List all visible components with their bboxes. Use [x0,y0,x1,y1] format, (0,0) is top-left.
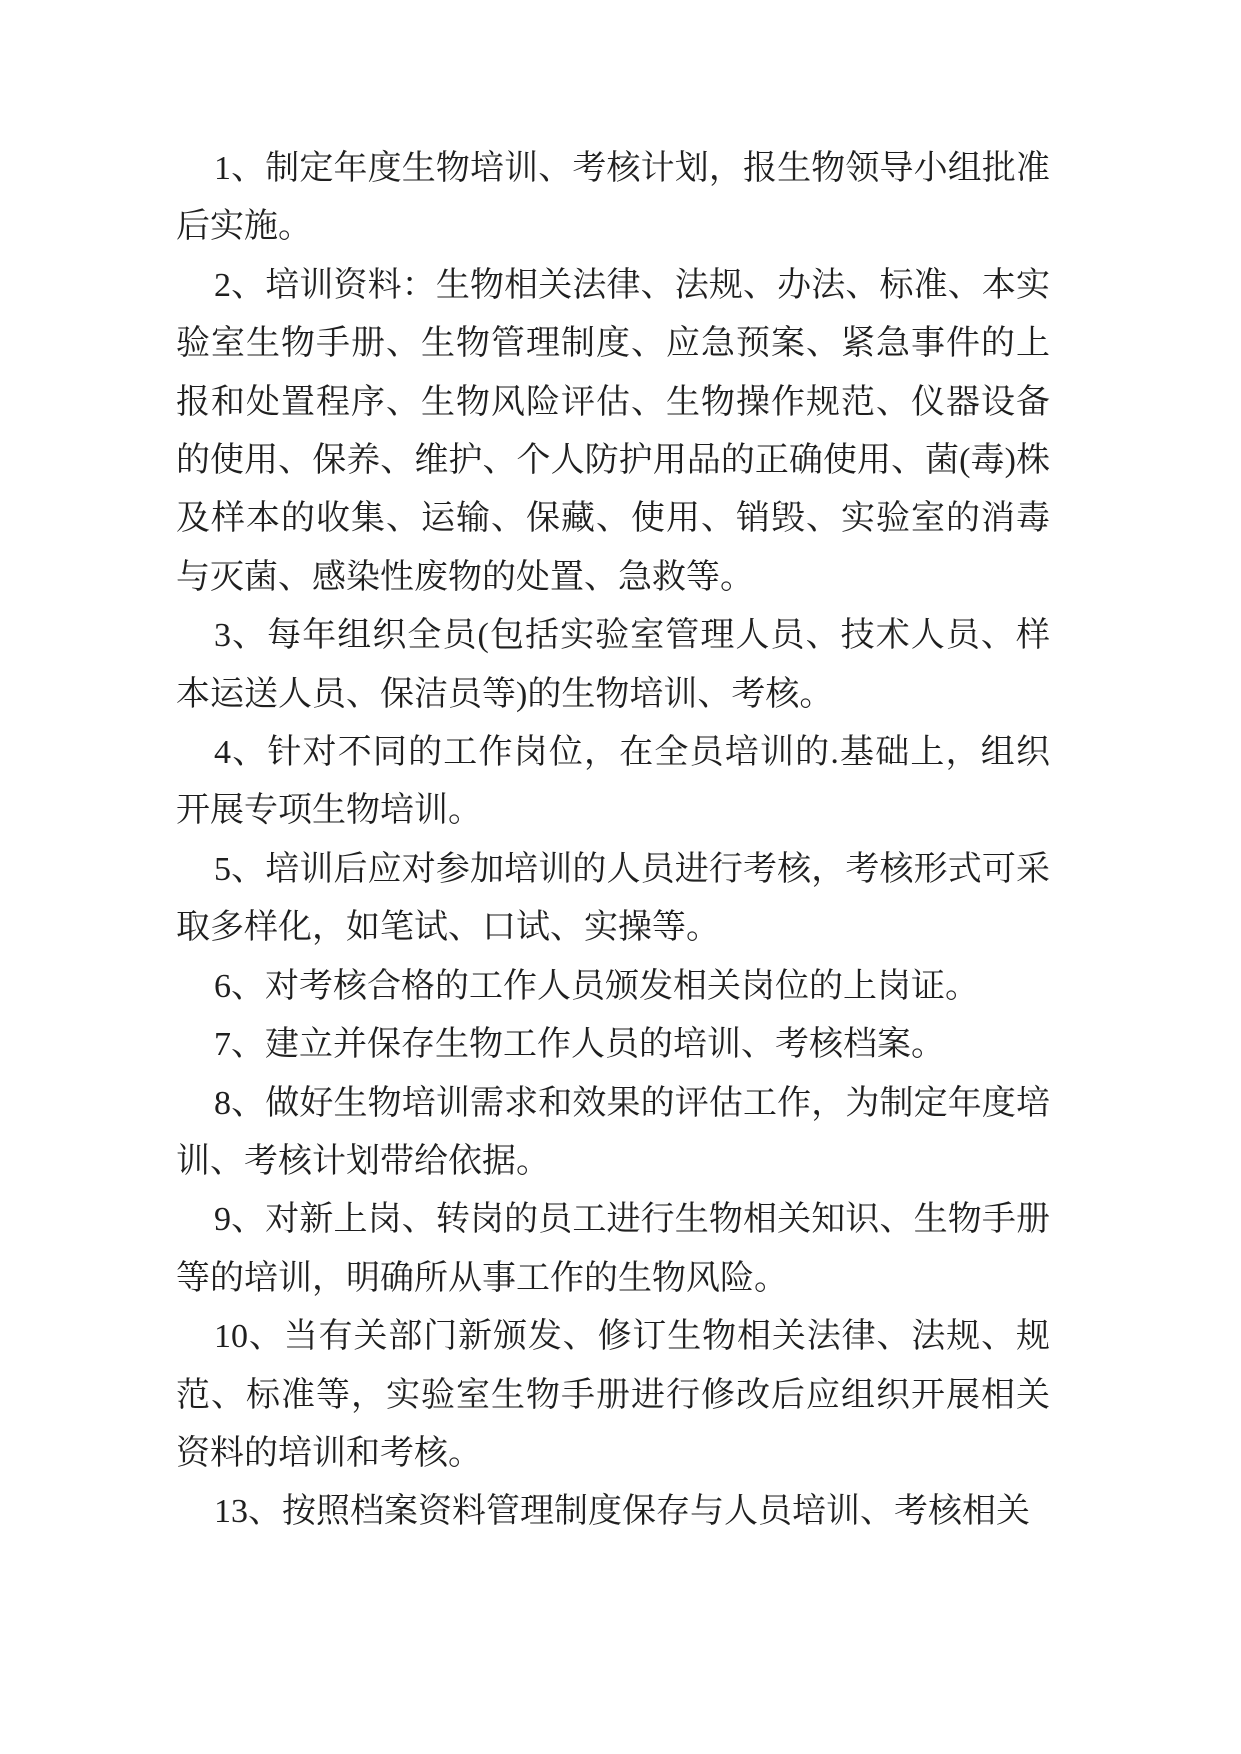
paragraph-item-10: 10、当有关部门新颁发、修订生物相关法律、法规、规范、标准等，实验室生物手册进行修改后应组织开展相关资料的培训和考核。 [176,1318,1050,1472]
paragraph-item-6: 6、对考核合格的工作人员颁发相关岗位的上岗证。 [214,967,979,1005]
paragraph-item-7: 7、建立并保存生物工作人员的培训、考核档案。 [214,1026,945,1064]
paragraph-item-8: 8、做好生物培训需求和效果的评估工作，为制定年度培训、考核计划带给依据。 [176,1084,1050,1180]
paragraph-item-2: 2、培训资料：生物相关法律、法规、办法、标准、本实验室生物手册、生物管理制度、应急预案、紧急事件的上报和处置程序、生物风险评估、生物操作规范、仪器设备的使用、保养、维护、个人防护用品的正确使用、菌(毒)株及样本的收集、运输、保藏、使用、销毁、实验室的消毒与灭菌、感染性废物的处置、急救等。 [176,266,1050,596]
paragraph-item-1: 1、制定年度生物培训、考核计划，报生物领导小组批准后实施。 [176,150,1050,246]
paragraph-item-3: 3、每年组织全员(包括实验室管理人员、技术人员、样本运送人员、保洁员等)的生物培训、考核。 [176,617,1050,713]
paragraph-item-13: 13、按照档案资料管理制度保存与人员培训、考核相关 [214,1493,1030,1531]
paragraph-item-9: 9、对新上岗、转岗的员工进行生物相关知识、生物手册等的培训，明确所从事工作的生物风险。 [176,1201,1050,1297]
document-text-body [176,140,1050,1542]
paragraph-item-5: 5、培训后应对参加培训的人员进行考核，考核形式可采取多样化，如笔试、口试、实操等。 [176,850,1050,947]
paragraph-item-4: 4、针对不同的工作岗位，在全员培训的.基础上，组织开展专项生物培训。 [176,734,1050,830]
